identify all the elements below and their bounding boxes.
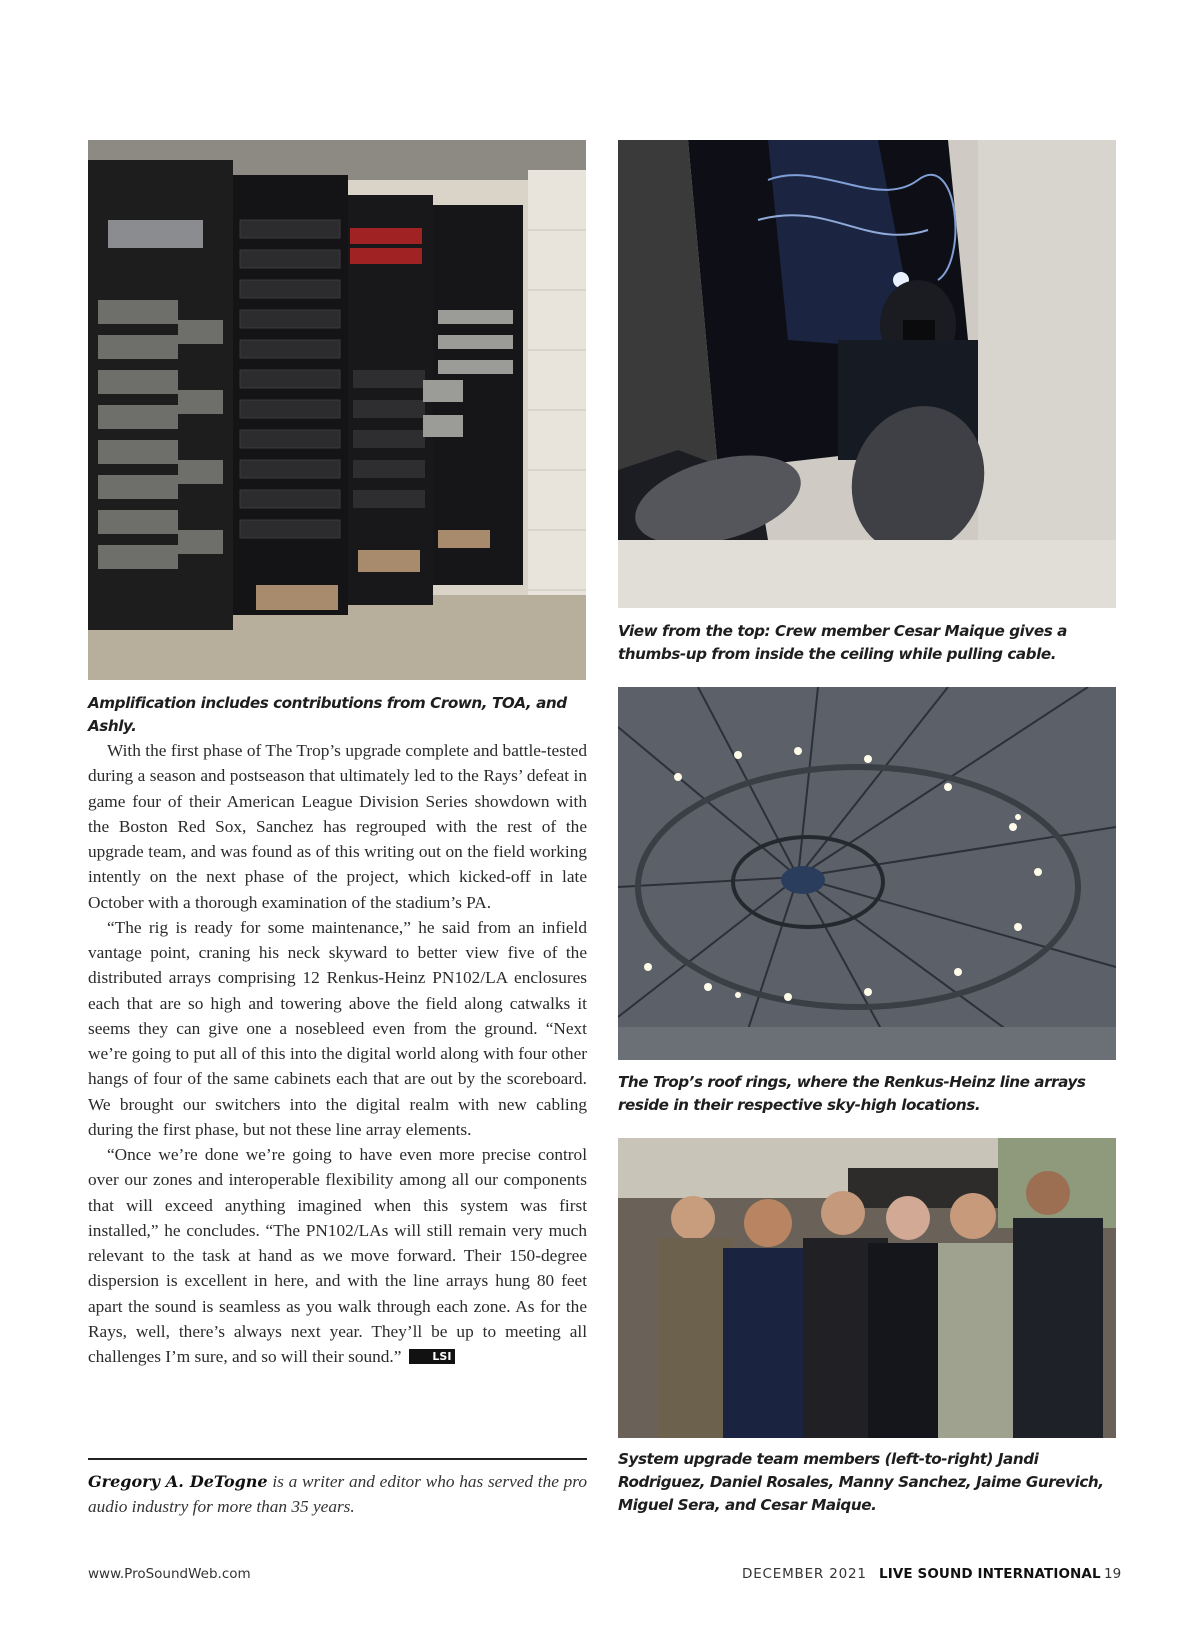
article-paragraph: “The rig is ready for some maintenance,” he said from an infield vantage point, craning his neck skyward to better view five of the distributed arrays comprising 12 Renkus-Heinz PN102/LA enclosures each that are so high and towering above the field along catwalks it seems they can give one a nosebleed even from the ground. “Next we’re going to put all of this into the digital world along with four other hangs of four of the same cabinets each that are out by the scoreboard. We brought our switchers into the digital realm with new cabling during the first phase, but not these line array elements. (88, 917, 587, 1139)
bio-divider (88, 1458, 587, 1460)
article-paragraph-text: “Once we’re done we’re going to have even more precise control over our zones and interoperable flexibility among all our components that will exceed anything imagined when this system was first installed,” he concludes. “The PN102/LAs will still remain very much relevant to the task at hand as we move forward. Their 150-degree dispersion is excellent in here, and with the line arrays hung 80 feet apart the sound is seamless as you walk through each zone. As for the Rays, well, there’s always next year. They’ll be up to meeting all challenges I’m sure, and so will their sound.” (88, 1145, 587, 1366)
photo-roof-rings (618, 687, 1116, 1060)
caption-amplifier-racks: Amplification includes contributions from Crown, TOA, and Ashly. (88, 694, 567, 735)
caption-roof-rings: The Trop’s roof rings, where the Renkus-Heinz line arrays reside in their respective sky-high locations. (618, 1073, 1086, 1114)
caption-ceiling: View from the top: Crew member Cesar Maique gives a thumbs-up from inside the ceiling while pulling cable. (618, 622, 1067, 663)
author-name: Gregory A. DeTogne (88, 1472, 268, 1491)
article-body (88, 738, 587, 1369)
author-bio-text: is a writer and editor who has served the pro audio industry for more than 35 years. (88, 1472, 588, 1516)
caption-upgrade-team: System upgrade team members (left-to-right) Jandi Rodriguez, Daniel Rosales, Manny Sanchez, Jaime Gurevich, Miguel Sera, and Cesar Maique. (618, 1450, 1104, 1514)
photo-upgrade-team (618, 1138, 1116, 1438)
photo-ceiling-crew-member (618, 140, 1116, 608)
footer-page-number: 19 (1104, 1566, 1122, 1582)
article-paragraph: With the first phase of The Trop’s upgrade complete and battle-tested during a season and postseason that ultimately led to the Rays’ defeat in game four of their American League Division Series showdown with the Boston Red Sox, Sanchez has regrouped with the rest of the upgrade team, and was found as of this writing out on the field working intently on the next phase of the project, which kicked-off in late October with a thorough examination of the stadium’s PA. (88, 741, 587, 912)
footer-magazine-title: LIVE SOUND INTERNATIONAL (879, 1566, 1101, 1582)
photo-amplifier-racks (88, 140, 586, 680)
footer-website-link[interactable]: www.ProSoundWeb.com (88, 1566, 251, 1582)
author-bio (88, 1469, 587, 1519)
footer-issue-date: DECEMBER 2021 (742, 1566, 867, 1582)
article-paragraph-last (88, 1142, 587, 1369)
end-mark-badge: LSI (409, 1349, 455, 1364)
